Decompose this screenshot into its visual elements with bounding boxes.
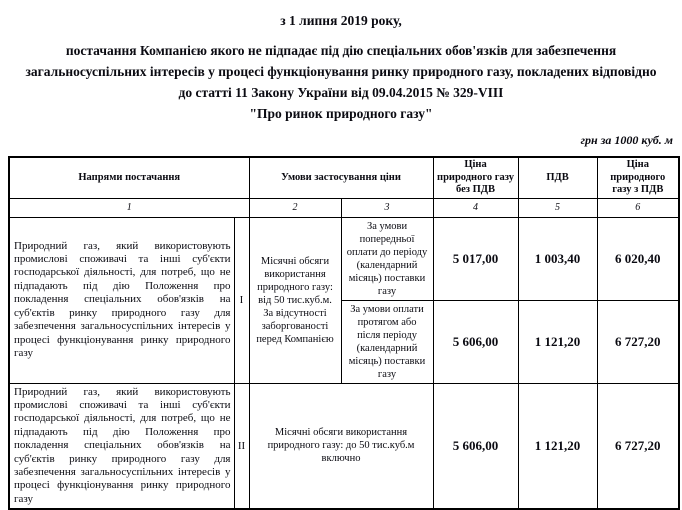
- col-header-vat: ПДВ: [518, 157, 597, 198]
- row-1a-price-no-vat: 5 017,00: [433, 217, 518, 300]
- row-2-description: Природний газ, який використовують промислові споживачі та інші суб'єкти господарської діяльності, для потреб, що не підпадають під дію Положення про покладення спеціальних обов'язків на суб'єктів ринку природного газу для забезпечення загальносуспільних інтересів у процесі функціонування ринку природного газу: [9, 383, 234, 509]
- row-2-volume-condition: Місячні обсяги використання природного газу: до 50 тис.куб.м включно: [249, 383, 433, 509]
- row-1-number: I: [234, 217, 249, 383]
- document-header: [0, 0, 682, 124]
- col-header-directions: Напрями постачання: [9, 157, 249, 198]
- unit-note: грн за 1000 куб. м: [580, 133, 673, 147]
- row-1b-vat: 1 121,20: [518, 300, 597, 383]
- col-number-5: 5: [518, 198, 597, 217]
- table-header-row: [9, 157, 679, 198]
- header-paragraph-line-2: загальносуспільних інтересів у процесі функціонування ринку природного газу, покладених відповідно: [25, 64, 657, 79]
- row-2-vat: 1 121,20: [518, 383, 597, 509]
- row-1-volume-condition: Місячні обсяги використання природного газу: від 50 тис.куб.м. За відсутності заборгованості перед Компанією: [249, 217, 341, 383]
- law-title-line: "Про ринок природного газу": [249, 106, 433, 121]
- col-header-price-with-vat: Ціна природного газу з ПДВ: [597, 157, 679, 198]
- row-1a-vat: 1 003,40: [518, 217, 597, 300]
- col-number-3: 3: [341, 198, 433, 217]
- table-row-1a: [9, 217, 679, 300]
- col-header-conditions: Умови застосування ціни: [249, 157, 433, 198]
- row-2-price-with-vat: 6 727,20: [597, 383, 679, 509]
- row-2-number: II: [234, 383, 249, 509]
- column-number-row: [9, 198, 679, 217]
- row-1b-price-with-vat: 6 727,20: [597, 300, 679, 383]
- table-row-2: [9, 383, 679, 509]
- row-1b-price-no-vat: 5 606,00: [433, 300, 518, 383]
- col-number-1: 1: [9, 198, 249, 217]
- row-1a-price-with-vat: 6 020,40: [597, 217, 679, 300]
- col-number-2: 2: [249, 198, 341, 217]
- col-number-6: 6: [597, 198, 679, 217]
- col-header-price-no-vat: Ціна природного газу без ПДВ: [433, 157, 518, 198]
- row-1-description: Природний газ, який використовують промислові споживачі та інші суб'єкти господарської діяльності, для потреб, що не підпадають під дію Положення про покладення спеціальних обов'язків на суб'єктів ринку природного газу для забезпечення загальносуспільних інтересів у процесі функціонування ринку природного газу: [9, 217, 234, 383]
- effective-date-line: з 1 липня 2019 року,: [280, 13, 402, 28]
- header-paragraph-line-3: до статті 11 Закону України від 09.04.2015 № 329-VIII: [178, 85, 504, 100]
- header-paragraph-line-1: постачання Компанією якого не підпадає під дію спеціальних обов'язків для забезпечення: [65, 43, 617, 58]
- row-2-price-no-vat: 5 606,00: [433, 383, 518, 509]
- row-1a-payment-condition: За умови попередньої оплати до періоду (календарний місяць) поставки газу: [341, 217, 433, 300]
- col-number-4: 4: [433, 198, 518, 217]
- row-1b-payment-condition: За умови оплати протягом або після періоду (календарний місяць) поставки газу: [341, 300, 433, 383]
- gas-price-table: [8, 156, 680, 510]
